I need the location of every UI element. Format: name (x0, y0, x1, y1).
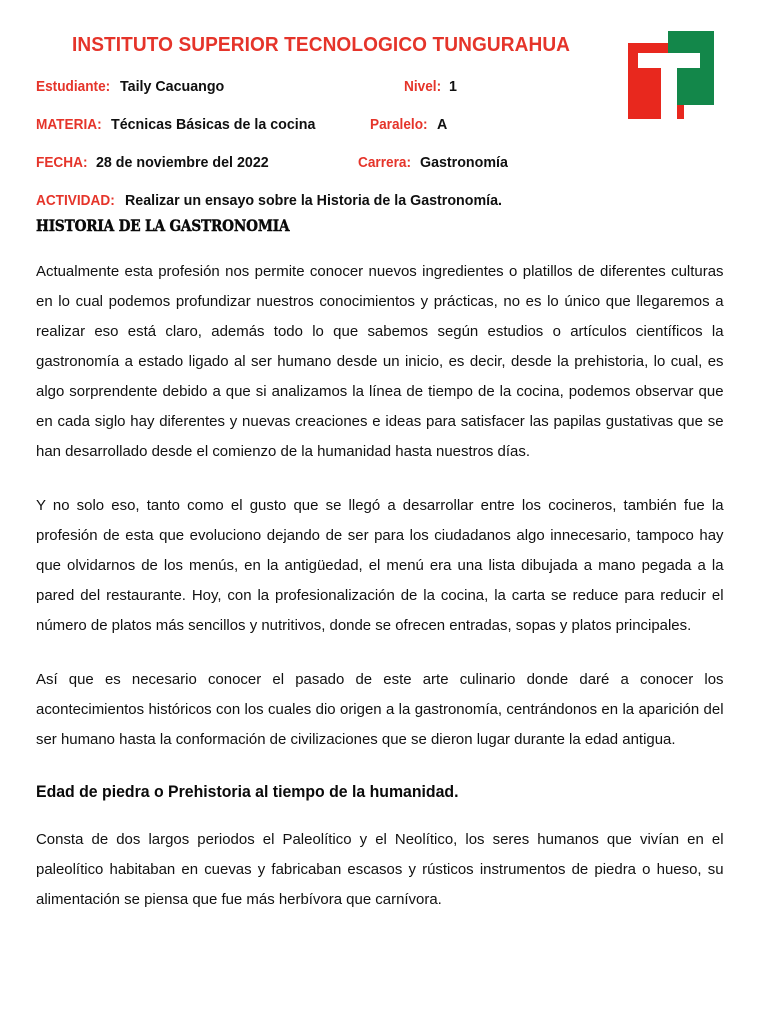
metadata-block (0, 78, 768, 230)
meta-value-carrera: Gastronomía (419, 154, 508, 171)
meta-label-carrera: Carrera: (358, 155, 412, 171)
paragraph-2: Y no solo eso, tanto como el gusto que se llegó a desarrollar entre los cocineros, también fue la profesión de esta que evoluciono dejando de ser para los ciudadanos algo innecesario, tampoco hay que olvidarnos de los menús, en la antigüedad, el menú era una lista dibujada a mano pegada a la pared del restaurante. Hoy, con la profesionalización de la cocina, la carta se reduce para reducir el número de platos más sencillos y nutritivos, donde se ofrecen entradas, sopas y platos principales. (36, 497, 724, 634)
meta-label-actividad: ACTIVIDAD: (36, 193, 115, 209)
meta-left-fecha (36, 154, 278, 172)
document-body (36, 216, 734, 939)
paragraph-4: Consta de dos largos periodos el Paleolítico y el Neolítico, los seres humanos que vivían en el paleolítico habitaban en cuevas y fabricaban escasos y rústicos instrumentos de piedra o hueso, su alimentación se piensa que fue más herbívora que carnívora. (36, 831, 724, 908)
meta-right-nivel (404, 78, 457, 96)
meta-row-estudiante (0, 78, 768, 116)
meta-label-nivel: Nivel: (404, 79, 442, 95)
meta-label-paralelo: Paralelo: (370, 117, 428, 133)
meta-value-actividad: Realizar un ensayo sobre la Historia de la Gastronomía. (125, 192, 503, 209)
paragraph-1: Actualmente esta profesión nos permite conocer nuevos ingredientes o platillos de diferentes culturas en lo cual podemos profundizar nuestros conocimientos y prácticas, no es lo único que llegaremos a realizar eso está claro, además todo lo que sabemos según estudios o artículos científicos la gastronomía a estado ligado al ser humano desde un inicio, es decir, desde la prehistoria, lo cual, es algo sorprendente debido a que si analizamos la línea de tiempo de la cocina, podemos observar que en cada siglo hay diferentes y nuevas creaciones e ideas para satisfacer las papilas gustativas que se han desarrollado desde el comienzo de la humanidad hasta nuestros días. (36, 263, 724, 460)
meta-value-nivel: 1 (448, 78, 457, 95)
meta-value-fecha: 28 de noviembre del 2022 (96, 154, 269, 171)
meta-right-paralelo (370, 116, 448, 134)
meta-right-carrera (358, 154, 512, 172)
meta-label-materia: MATERIA: (36, 117, 102, 133)
meta-left-actividad (36, 192, 522, 210)
meta-value-paralelo: A (436, 116, 448, 133)
meta-label-estudiante: Estudiante: (36, 79, 111, 95)
meta-row-fecha (0, 154, 768, 192)
paragraph-3: Así que es necesario conocer el pasado de este arte culinario donde daré a conocer los acontecimientos históricos con los cuales dio origen a la gastronomía, centrándonos en la aparición del ser humano hasta la conformación de civilizaciones que se dieron lugar durante la edad antigua. (36, 671, 724, 748)
section-heading-edad-de-piedra: Edad de piedra o Prehistoria al tiempo de la humanidad. (36, 783, 459, 801)
meta-left-materia (36, 116, 326, 134)
meta-label-fecha: FECHA: (36, 155, 88, 171)
meta-row-materia (0, 116, 768, 154)
meta-value-materia: Técnicas Básicas de la cocina (111, 116, 316, 133)
meta-left-estudiante (36, 78, 230, 96)
section-heading-historia: HISTORIA DE LA GASTRONOMIA (36, 216, 290, 235)
institution-title: INSTITUTO SUPERIOR TECNOLOGICO TUNGURAHUA (71, 33, 571, 56)
meta-value-estudiante: Taily Cacuango (120, 78, 225, 95)
